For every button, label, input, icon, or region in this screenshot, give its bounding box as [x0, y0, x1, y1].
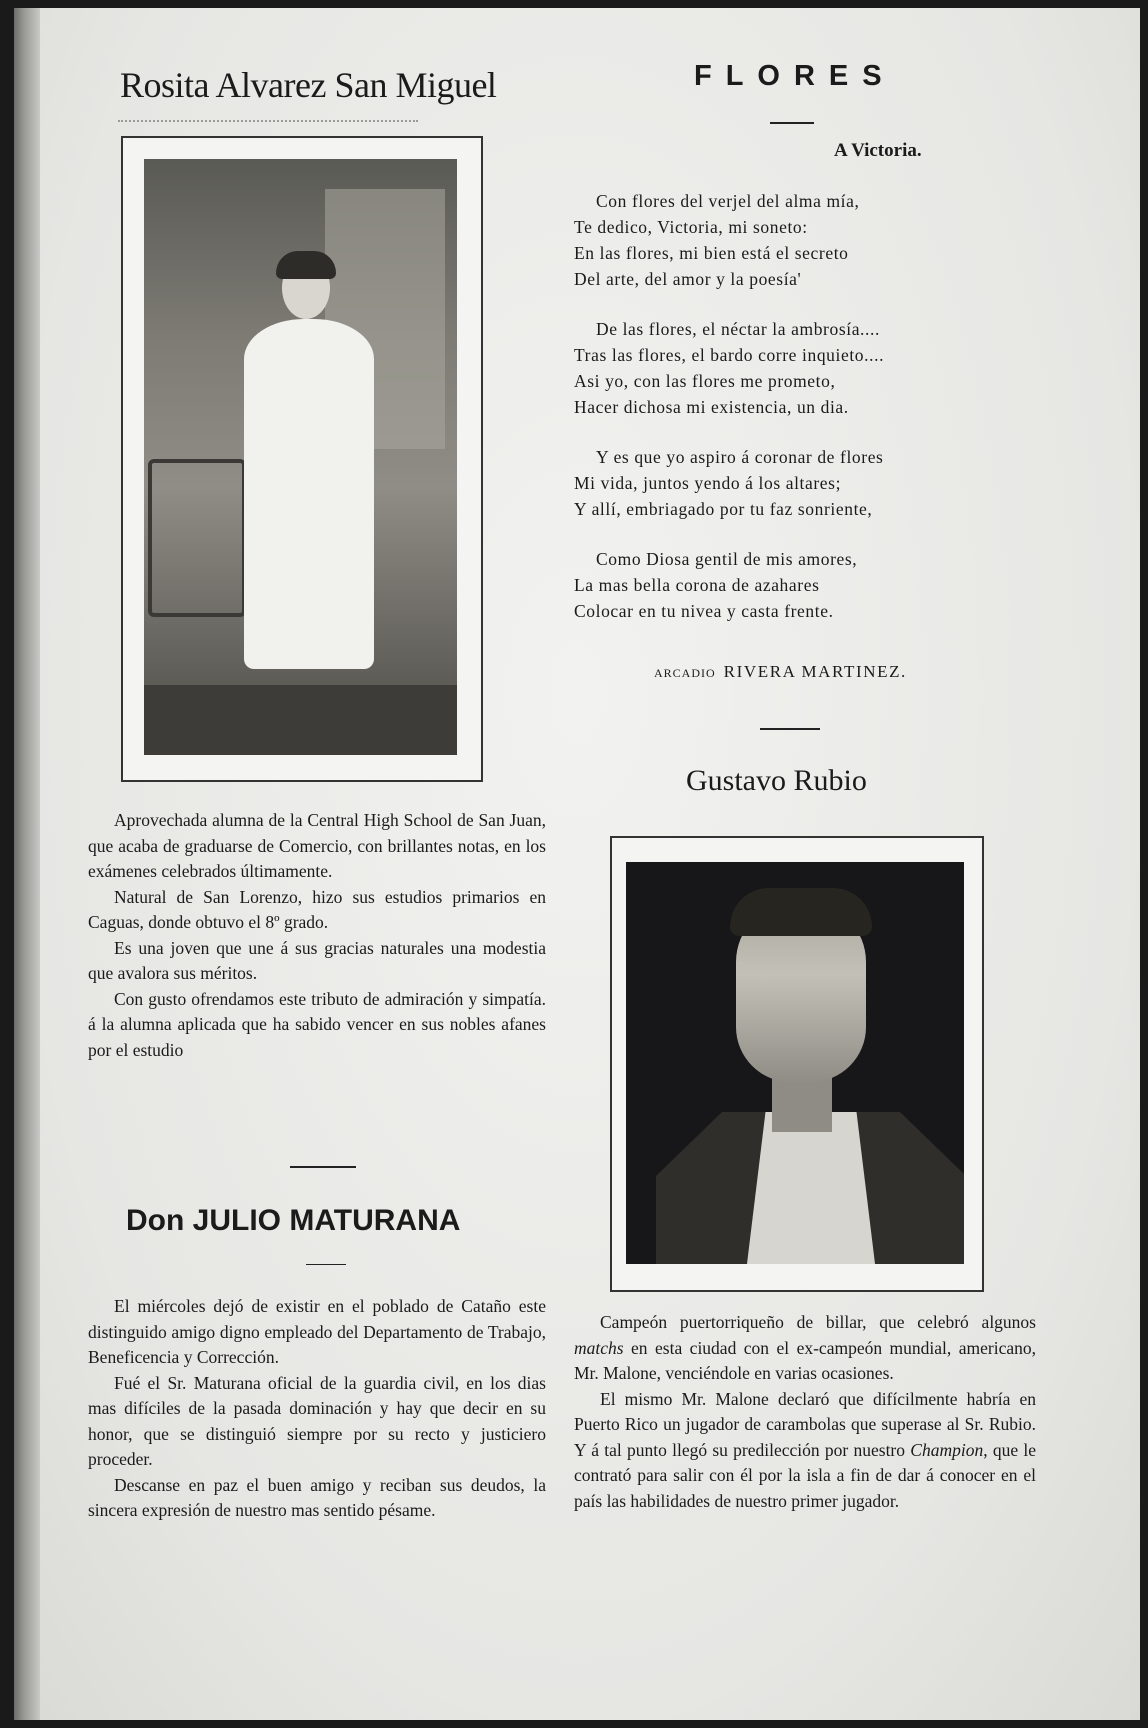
page-binding-edge	[14, 8, 40, 1720]
magazine-page	[14, 8, 1140, 1720]
poem-verse: Colocar en tu nivea y casta frente.	[574, 601, 834, 621]
poem-verse: Tras las flores, el bardo corre inquieto....	[574, 345, 885, 365]
gustavo-title: Gustavo Rubio	[686, 764, 867, 797]
rosita-paragraph: Natural de San Lorenzo, hizo sus estudios primarios en Caguas, donde obtuvo el 8º grado.	[88, 886, 546, 932]
poem-dedication: A Victoria.	[834, 140, 922, 161]
gustavo-text: , que le contrató para salir con él por la isla a fin de dar á conocer en el país las habilidades de nuestro primer jugador.	[574, 1439, 1036, 1511]
photo-chair	[148, 459, 246, 617]
julio-paragraph: Fué el Sr. Maturana oficial de la guardia civil, en los dias mas difíciles de la pasada dominación y hay que decir en su honor, que se distinguió siempre por su recto y justiciero proceder.	[88, 1372, 546, 1469]
rosita-photo-frame	[121, 136, 483, 782]
title-rule	[306, 1264, 346, 1265]
title-underline	[118, 120, 418, 122]
poem-verse: Te dedico, Victoria, mi soneto:	[574, 217, 808, 237]
poem-verse: De las flores, el néctar la ambrosía....	[596, 319, 880, 339]
poem-stanza	[574, 444, 1044, 522]
rosita-portrait-photo	[144, 159, 457, 755]
poem-verse: Asi yo, con las flores me prometo,	[574, 371, 836, 391]
gustavo-bio	[574, 1310, 1036, 1514]
rosita-paragraph: Es una joven que une á sus gracias naturales una modestia que avalora sus méritos.	[88, 937, 546, 983]
photo-shirt	[746, 1112, 876, 1264]
gustavo-paragraph	[574, 1387, 1036, 1515]
photo-hair	[730, 888, 872, 936]
gustavo-photo-frame	[610, 836, 984, 1292]
poem-stanza	[574, 316, 1044, 420]
title-rule	[770, 122, 814, 124]
gustavo-text: Campeón puertorriqueño de billar, que celebró algunos	[600, 1312, 1036, 1332]
section-divider	[290, 1166, 356, 1168]
gustavo-text: en esta ciudad con el ex-campeón mundial, americano, Mr. Malone, venciéndole en varias ocasiones.	[574, 1337, 1036, 1383]
poem-author	[654, 662, 907, 682]
julio-paragraph: Descanse en paz el buen amigo y reciban sus deudos, la sincera expresión de nuestro mas sentido pésame.	[88, 1474, 546, 1520]
section-divider	[760, 728, 820, 730]
gustavo-portrait-photo	[626, 862, 964, 1264]
poem-verse: Del arte, del amor y la poesía'	[574, 269, 802, 289]
poem-verse: Como Diosa gentil de mis amores,	[596, 549, 858, 569]
poem-verse: Con flores del verjel del alma mía,	[596, 191, 860, 211]
gustavo-italic-word: matchs	[574, 1337, 624, 1358]
poem-title: FLORES	[694, 60, 896, 92]
author-last-name: RIVERA MARTINEZ.	[723, 662, 907, 681]
poem-stanza	[574, 546, 1044, 624]
photo-floor	[144, 685, 457, 755]
photo-white-dress	[244, 319, 374, 669]
photo-hair	[276, 251, 336, 279]
rosita-paragraph: Aprovechada alumna de la Central High School de San Juan, que acaba de graduarse de Comercio, con brillantes notas, en los exámenes celebrados últimamente.	[88, 810, 546, 881]
poem-body	[574, 188, 1044, 648]
julio-title: Don JULIO MATURANA	[126, 1204, 461, 1237]
julio-obituary	[88, 1294, 546, 1524]
author-first-name: ARCADIO	[654, 666, 716, 680]
rosita-paragraph: Con gusto ofrendamos este tributo de admiración y simpatía. á la alumna aplicada que ha sabido vencer en sus nobles afanes por el estudio	[88, 988, 546, 1060]
photo-coat-left	[656, 1112, 766, 1264]
gustavo-paragraph	[574, 1310, 1036, 1387]
poem-verse: Y es que yo aspiro á coronar de flores	[596, 447, 884, 467]
poem-verse: La mas bella corona de azahares	[574, 575, 820, 595]
julio-paragraph: El miércoles dejó de existir en el poblado de Cataño este distinguido amigo digno empleado del Departamento de Trabajo, Beneficencia y Corrección.	[88, 1296, 546, 1367]
poem-verse: En las flores, mi bien está el secreto	[574, 243, 849, 263]
gustavo-text: El mismo Mr. Malone declaró que difícilmente habría en Puerto Rico un jugador de carambolas que superase al Sr. Rubio. Y á tal punto llegó su predilección por nuestro	[574, 1388, 1036, 1460]
poem-verse: Mi vida, juntos yendo á los altares;	[574, 473, 842, 493]
poem-verse: Y allí, embriagado por tu faz sonriente,	[574, 499, 873, 519]
poem-verse: Hacer dichosa mi existencia, un dia.	[574, 397, 849, 417]
rosita-bio	[88, 808, 546, 1063]
gustavo-italic-word: Champion	[910, 1439, 984, 1460]
poem-stanza	[574, 188, 1044, 292]
rosita-title: Rosita Alvarez San Miguel	[120, 65, 497, 105]
